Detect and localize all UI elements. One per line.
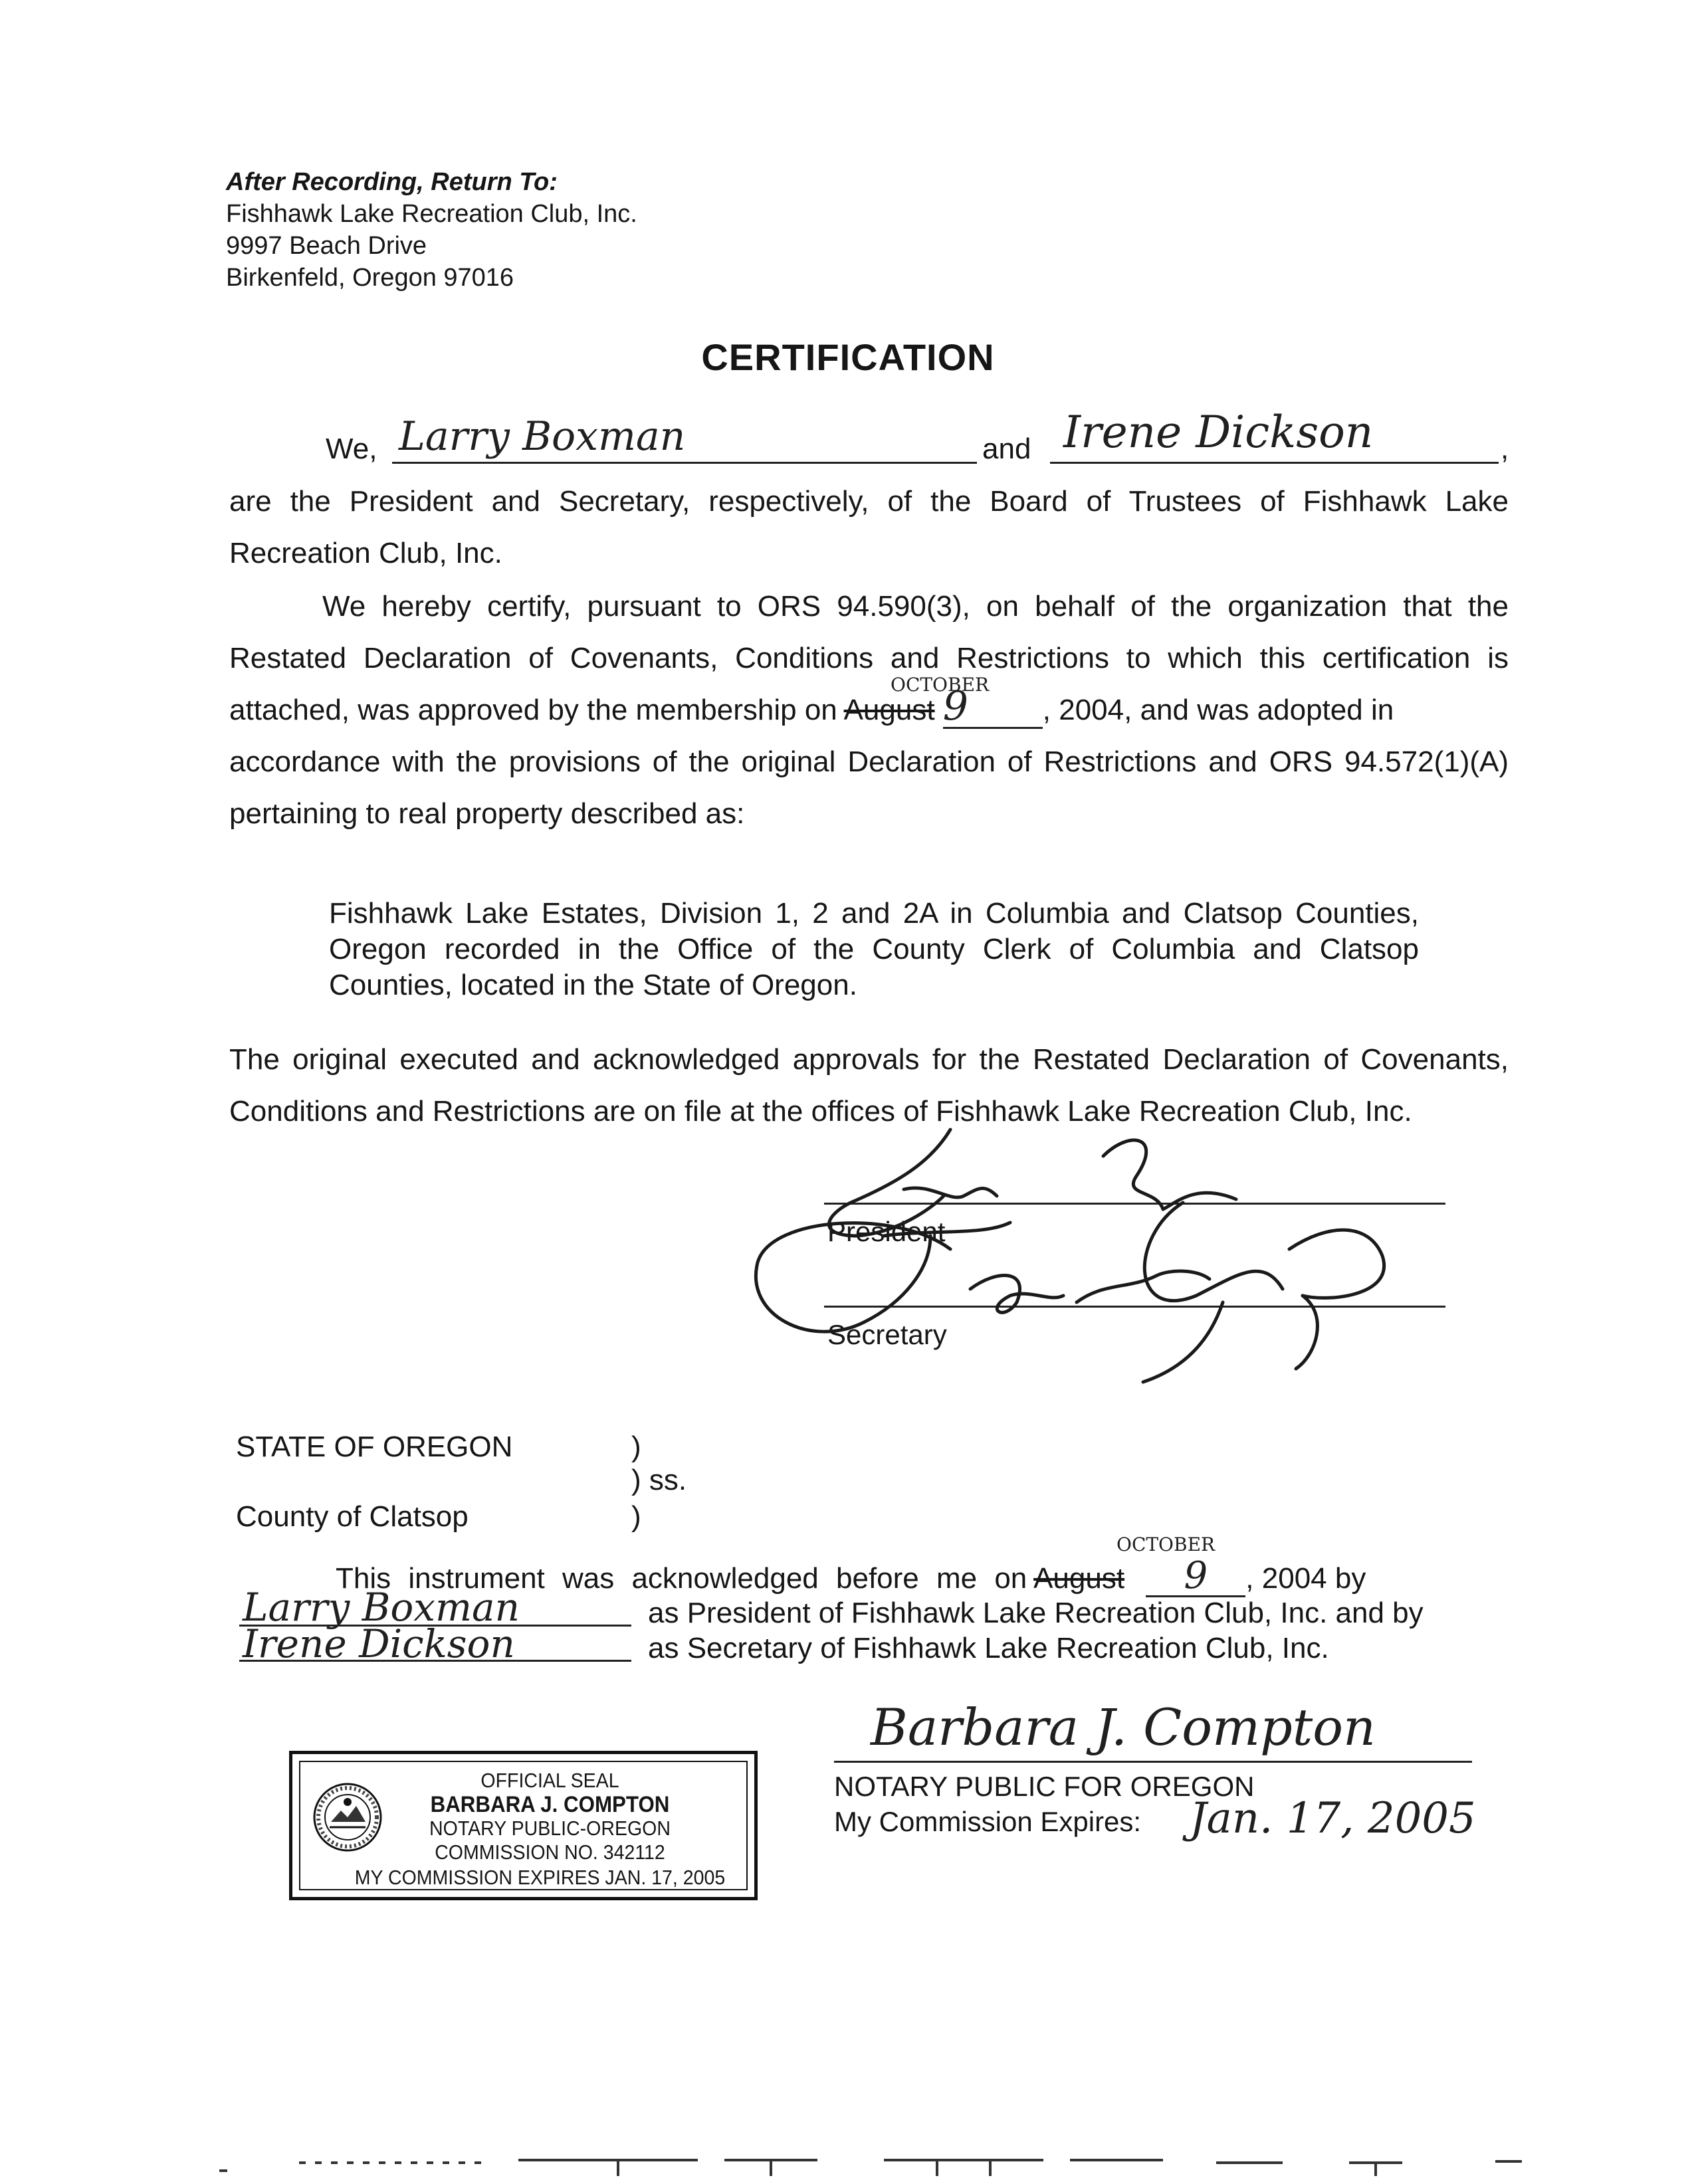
- seal-name: BARBARA J. COMPTON: [430, 1792, 670, 1817]
- secretary-signature-stroke: [1144, 1203, 1283, 1301]
- approvals-line: Conditions and Restrictions are on file at the offices of Fishhawk Lake Recreation Club, Inc.: [229, 1095, 1412, 1128]
- return-to-block: [226, 166, 637, 294]
- certify-paragraph: [229, 581, 1509, 840]
- venue-ss: ) ss.: [631, 1464, 687, 1496]
- secretary-signature-stroke: [1143, 1302, 1223, 1382]
- ack-handwritten-name-president: Larry Boxman: [243, 1585, 520, 1630]
- return-to-line: Fishhawk Lake Recreation Club, Inc.: [226, 200, 637, 228]
- signature-scribbles: [731, 1103, 1475, 1395]
- president-signature-stroke: [904, 1188, 997, 1197]
- property-description: Fishhawk Lake Estates, Division 1, 2 and 2A in Columbia and Clatsop Counties, Oregon recorded in the Office of the County Clerk of Columbia and Clatsop Counties, located in the State of Oregon.: [329, 897, 1419, 1001]
- approvals-line: The original executed and acknowledged approvals for the Restated Declaration of Covenants,: [229, 1043, 1509, 1076]
- return-to-heading: After Recording, Return To:: [226, 168, 558, 196]
- president-signature-stroke: [829, 1130, 951, 1236]
- certify-line-date: [229, 684, 1509, 736]
- ack-handwritten-name-secretary: Irene Dickson: [243, 1621, 515, 1666]
- intro-paragraph: [229, 476, 1509, 579]
- struck-month: August: [843, 694, 935, 726]
- ack-role-president: as President of Fishhawk Lake Recreation Club, Inc. and by: [648, 1597, 1424, 1629]
- ack-text: This instrument was acknowledged before me on: [336, 1562, 1027, 1595]
- return-to-line: 9997 Beach Drive: [226, 232, 427, 260]
- certify-line: pertaining to real property described as:: [229, 797, 745, 830]
- venue-paren: ): [631, 1500, 641, 1533]
- handwritten-day-ack: 9: [1184, 1554, 1208, 1597]
- ack-text: , 2004 by: [1245, 1562, 1366, 1595]
- venue-paren: ): [631, 1431, 641, 1463]
- certify-text: attached, was approved by the membership on: [229, 694, 837, 726]
- ack-role-secretary: as Secretary of Fishhawk Lake Recreation Club, Inc.: [648, 1632, 1329, 1664]
- notary-commission-date: Jan. 17, 2005: [1190, 1794, 1476, 1843]
- return-to-line: Birkenfeld, Oregon 97016: [226, 264, 514, 292]
- handwritten-name-president: Larry Boxman: [399, 413, 686, 460]
- intro-line: Recreation Club, Inc.: [229, 537, 502, 569]
- president-signature-stroke: [1103, 1140, 1236, 1209]
- document-title: CERTIFICATION: [701, 336, 995, 378]
- intro-line: are the President and Secretary, respectively, of the Board of Trustees of Fishhawk Lake: [229, 485, 1509, 518]
- official-seal-stamp: [289, 1751, 758, 1900]
- handwritten-name-secretary: Irene Dickson: [1063, 407, 1374, 458]
- handwritten-month-ack: OCTOBER: [1116, 1534, 1216, 1555]
- venue-state: STATE OF OREGON: [236, 1431, 513, 1463]
- certify-line: Restated Declaration of Covenants, Conditions and Restrictions to which this certification is: [229, 642, 1509, 674]
- notary-commission-label: My Commission Expires:: [834, 1806, 1142, 1837]
- secretary-signature-stroke: [1296, 1296, 1317, 1369]
- seal-line: COMMISSION NO. 342112: [435, 1840, 665, 1864]
- secretary-signature-stroke: [970, 1276, 1063, 1313]
- intro-we: We,: [326, 433, 377, 465]
- certify-line: We hereby certify, pursuant to ORS 94.590(3), on behalf of the organization that the: [322, 590, 1509, 623]
- handwritten-day: 9: [942, 683, 968, 730]
- secretary-label: Secretary: [827, 1319, 947, 1350]
- venue-county: County of Clatsop: [236, 1500, 469, 1533]
- secretary-signature-loop: [756, 1223, 950, 1332]
- struck-month-ack: August: [1033, 1562, 1125, 1595]
- bottom-scan-marks: [219, 2156, 1522, 2176]
- certify-text: , 2004, and was adopted in: [1042, 694, 1394, 726]
- seal-line: NOTARY PUBLIC-OREGON: [429, 1817, 671, 1840]
- seal-text: [368, 1769, 732, 1864]
- handwritten-month: OCTOBER: [891, 674, 990, 696]
- seal-line: OFFICIAL SEAL: [480, 1769, 619, 1792]
- seal-expiry: MY COMMISSION EXPIRES JAN. 17, 2005: [354, 1866, 726, 1889]
- notary-title: NOTARY PUBLIC FOR OREGON: [834, 1771, 1255, 1802]
- president-label: President: [827, 1216, 946, 1247]
- certify-line: accordance with the provisions of the original Declaration of Restrictions and ORS 94.572(1)(A): [229, 745, 1509, 778]
- secretary-signature-stroke: [1289, 1230, 1384, 1298]
- intro-and: and: [982, 433, 1031, 465]
- intro-comma: ,: [1501, 433, 1509, 465]
- notary-handwritten-signature: Barbara J. Compton: [871, 1698, 1376, 1757]
